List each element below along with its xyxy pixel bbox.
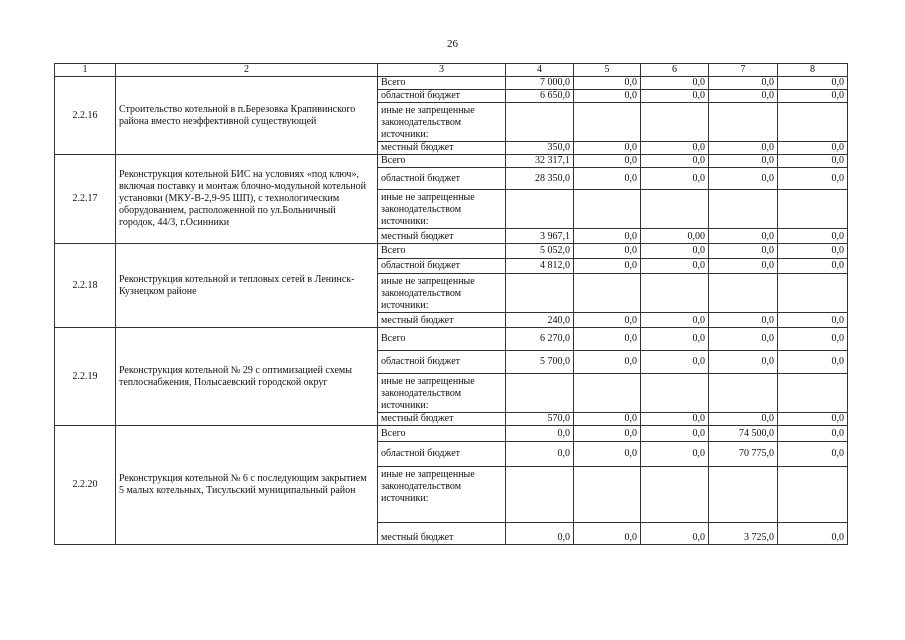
amount-cell [709, 274, 778, 313]
amount-cell: 0,0 [574, 313, 641, 328]
amount-cell: 350,0 [506, 142, 574, 155]
amount-cell: 0,0 [506, 426, 574, 442]
amount-cell: 0,00 [641, 229, 709, 244]
amount-cell: 4 812,0 [506, 259, 574, 274]
amount-cell [778, 374, 848, 413]
amount-cell [641, 274, 709, 313]
amount-cell: 7 000,0 [506, 77, 574, 90]
funding-source: иные не запрещенные законодательством источники: [378, 190, 506, 229]
amount-cell [641, 190, 709, 229]
amount-cell: 0,0 [641, 442, 709, 467]
amount-cell [574, 190, 641, 229]
funding-source: Всего [378, 77, 506, 90]
header-cell: 6 [641, 64, 709, 77]
amount-cell [506, 467, 574, 523]
project-name: Реконструкция котельной № 6 с последующим закрытием 5 малых котельных, Тисульский муниципальный район [116, 426, 378, 545]
amount-cell: 0,0 [574, 426, 641, 442]
amount-cell [641, 374, 709, 413]
budget-table [54, 63, 848, 545]
amount-cell: 0,0 [574, 413, 641, 426]
amount-cell: 0,0 [574, 244, 641, 259]
amount-cell: 240,0 [506, 313, 574, 328]
amount-cell: 0,0 [641, 523, 709, 545]
amount-cell: 6 650,0 [506, 90, 574, 103]
amount-cell: 0,0 [641, 313, 709, 328]
amount-cell: 0,0 [574, 442, 641, 467]
amount-cell: 0,0 [641, 351, 709, 374]
amount-cell: 0,0 [574, 77, 641, 90]
funding-source: иные не запрещенные законодательством источники: [378, 467, 506, 523]
amount-cell: 0,0 [778, 313, 848, 328]
project-code: 2.2.20 [55, 426, 116, 545]
header-row [55, 64, 848, 77]
amount-cell: 0,0 [709, 413, 778, 426]
header-cell: 3 [378, 64, 506, 77]
project-code: 2.2.19 [55, 328, 116, 426]
project-name: Реконструкция котельной БИС на условиях «под ключ», включая поставку и монтаж блочно-модульной котельной установки (МКУ-В-2,9-95 ШП), с технологическим оборудованием, расположенной по ул.Больничный городок, 44/3, г.Осинники [116, 155, 378, 244]
table-row [55, 328, 848, 351]
header-cell: 5 [574, 64, 641, 77]
amount-cell: 0,0 [574, 155, 641, 168]
amount-cell: 0,0 [574, 142, 641, 155]
funding-source: областной бюджет [378, 90, 506, 103]
amount-cell: 0,0 [574, 523, 641, 545]
amount-cell: 0,0 [641, 168, 709, 190]
amount-cell: 3 967,1 [506, 229, 574, 244]
amount-cell: 6 270,0 [506, 328, 574, 351]
amount-cell: 5 052,0 [506, 244, 574, 259]
amount-cell: 0,0 [506, 442, 574, 467]
amount-cell: 5 700,0 [506, 351, 574, 374]
header-cell: 1 [55, 64, 116, 77]
funding-source: местный бюджет [378, 313, 506, 328]
amount-cell [574, 374, 641, 413]
amount-cell [506, 190, 574, 229]
amount-cell [506, 274, 574, 313]
funding-source: Всего [378, 244, 506, 259]
funding-source: местный бюджет [378, 229, 506, 244]
amount-cell: 0,0 [641, 426, 709, 442]
amount-cell: 0,0 [778, 442, 848, 467]
project-code: 2.2.17 [55, 155, 116, 244]
amount-cell: 0,0 [709, 244, 778, 259]
amount-cell: 0,0 [778, 244, 848, 259]
amount-cell [506, 374, 574, 413]
project-code: 2.2.18 [55, 244, 116, 328]
header-cell: 2 [116, 64, 378, 77]
amount-cell [778, 467, 848, 523]
funding-source: иные не запрещенные законодательством источники: [378, 374, 506, 413]
amount-cell [778, 190, 848, 229]
table-row [55, 426, 848, 442]
amount-cell [778, 274, 848, 313]
amount-cell: 0,0 [574, 351, 641, 374]
amount-cell [574, 467, 641, 523]
funding-source: областной бюджет [378, 259, 506, 274]
amount-cell: 0,0 [709, 77, 778, 90]
project-name: Строительство котельной в п.Березовка Крапивинского района вместо неэффективной существующей [116, 77, 378, 155]
amount-cell [641, 467, 709, 523]
amount-cell: 0,0 [778, 259, 848, 274]
amount-cell: 3 725,0 [709, 523, 778, 545]
amount-cell: 0,0 [641, 155, 709, 168]
amount-cell: 0,0 [574, 328, 641, 351]
funding-source: иные не запрещенные законодательством источники: [378, 274, 506, 313]
amount-cell: 0,0 [641, 244, 709, 259]
funding-source: областной бюджет [378, 168, 506, 190]
amount-cell: 0,0 [778, 426, 848, 442]
amount-cell: 0,0 [709, 351, 778, 374]
amount-cell: 0,0 [778, 77, 848, 90]
table-row [55, 244, 848, 259]
amount-cell: 0,0 [709, 155, 778, 168]
amount-cell: 0,0 [709, 142, 778, 155]
amount-cell: 0,0 [778, 90, 848, 103]
amount-cell [574, 103, 641, 142]
amount-cell: 0,0 [574, 90, 641, 103]
amount-cell: 0,0 [641, 413, 709, 426]
amount-cell [778, 103, 848, 142]
amount-cell: 0,0 [778, 229, 848, 244]
amount-cell [709, 467, 778, 523]
amount-cell: 0,0 [641, 142, 709, 155]
amount-cell: 0,0 [778, 351, 848, 374]
amount-cell: 0,0 [709, 168, 778, 190]
amount-cell: 0,0 [574, 168, 641, 190]
amount-cell [506, 103, 574, 142]
amount-cell: 0,0 [641, 328, 709, 351]
header-cell: 7 [709, 64, 778, 77]
amount-cell: 0,0 [574, 259, 641, 274]
funding-source: иные не запрещенные законодательством источники: [378, 103, 506, 142]
amount-cell: 0,0 [641, 259, 709, 274]
amount-cell: 0,0 [709, 259, 778, 274]
page-number: 26 [447, 38, 458, 50]
amount-cell: 0,0 [778, 328, 848, 351]
amount-cell: 0,0 [641, 77, 709, 90]
funding-source: Всего [378, 155, 506, 168]
amount-cell: 0,0 [778, 168, 848, 190]
amount-cell [574, 274, 641, 313]
amount-cell: 0,0 [778, 142, 848, 155]
amount-cell: 28 350,0 [506, 168, 574, 190]
project-name: Реконструкция котельной и тепловых сетей в Ленинск-Кузнецком районе [116, 244, 378, 328]
amount-cell: 70 775,0 [709, 442, 778, 467]
amount-cell: 0,0 [709, 229, 778, 244]
amount-cell [641, 103, 709, 142]
table-row [55, 155, 848, 168]
header-cell: 4 [506, 64, 574, 77]
funding-source: местный бюджет [378, 413, 506, 426]
amount-cell: 0,0 [709, 90, 778, 103]
amount-cell: 0,0 [778, 523, 848, 545]
amount-cell [709, 374, 778, 413]
project-code: 2.2.16 [55, 77, 116, 155]
header-cell: 8 [778, 64, 848, 77]
funding-source: местный бюджет [378, 142, 506, 155]
amount-cell: 570,0 [506, 413, 574, 426]
amount-cell: 0,0 [709, 328, 778, 351]
funding-source: Всего [378, 328, 506, 351]
funding-source: областной бюджет [378, 442, 506, 467]
amount-cell: 0,0 [506, 523, 574, 545]
amount-cell: 0,0 [641, 90, 709, 103]
amount-cell: 0,0 [709, 313, 778, 328]
table-row [55, 77, 848, 90]
funding-source: местный бюджет [378, 523, 506, 545]
amount-cell: 32 317,1 [506, 155, 574, 168]
amount-cell [709, 190, 778, 229]
amount-cell [709, 103, 778, 142]
amount-cell: 0,0 [778, 413, 848, 426]
amount-cell: 0,0 [778, 155, 848, 168]
project-name: Реконструкция котельной № 29 с оптимизацией схемы теплоснабжения, Полысаевский городской округ [116, 328, 378, 426]
amount-cell: 0,0 [574, 229, 641, 244]
funding-source: Всего [378, 426, 506, 442]
funding-source: областной бюджет [378, 351, 506, 374]
amount-cell: 74 500,0 [709, 426, 778, 442]
